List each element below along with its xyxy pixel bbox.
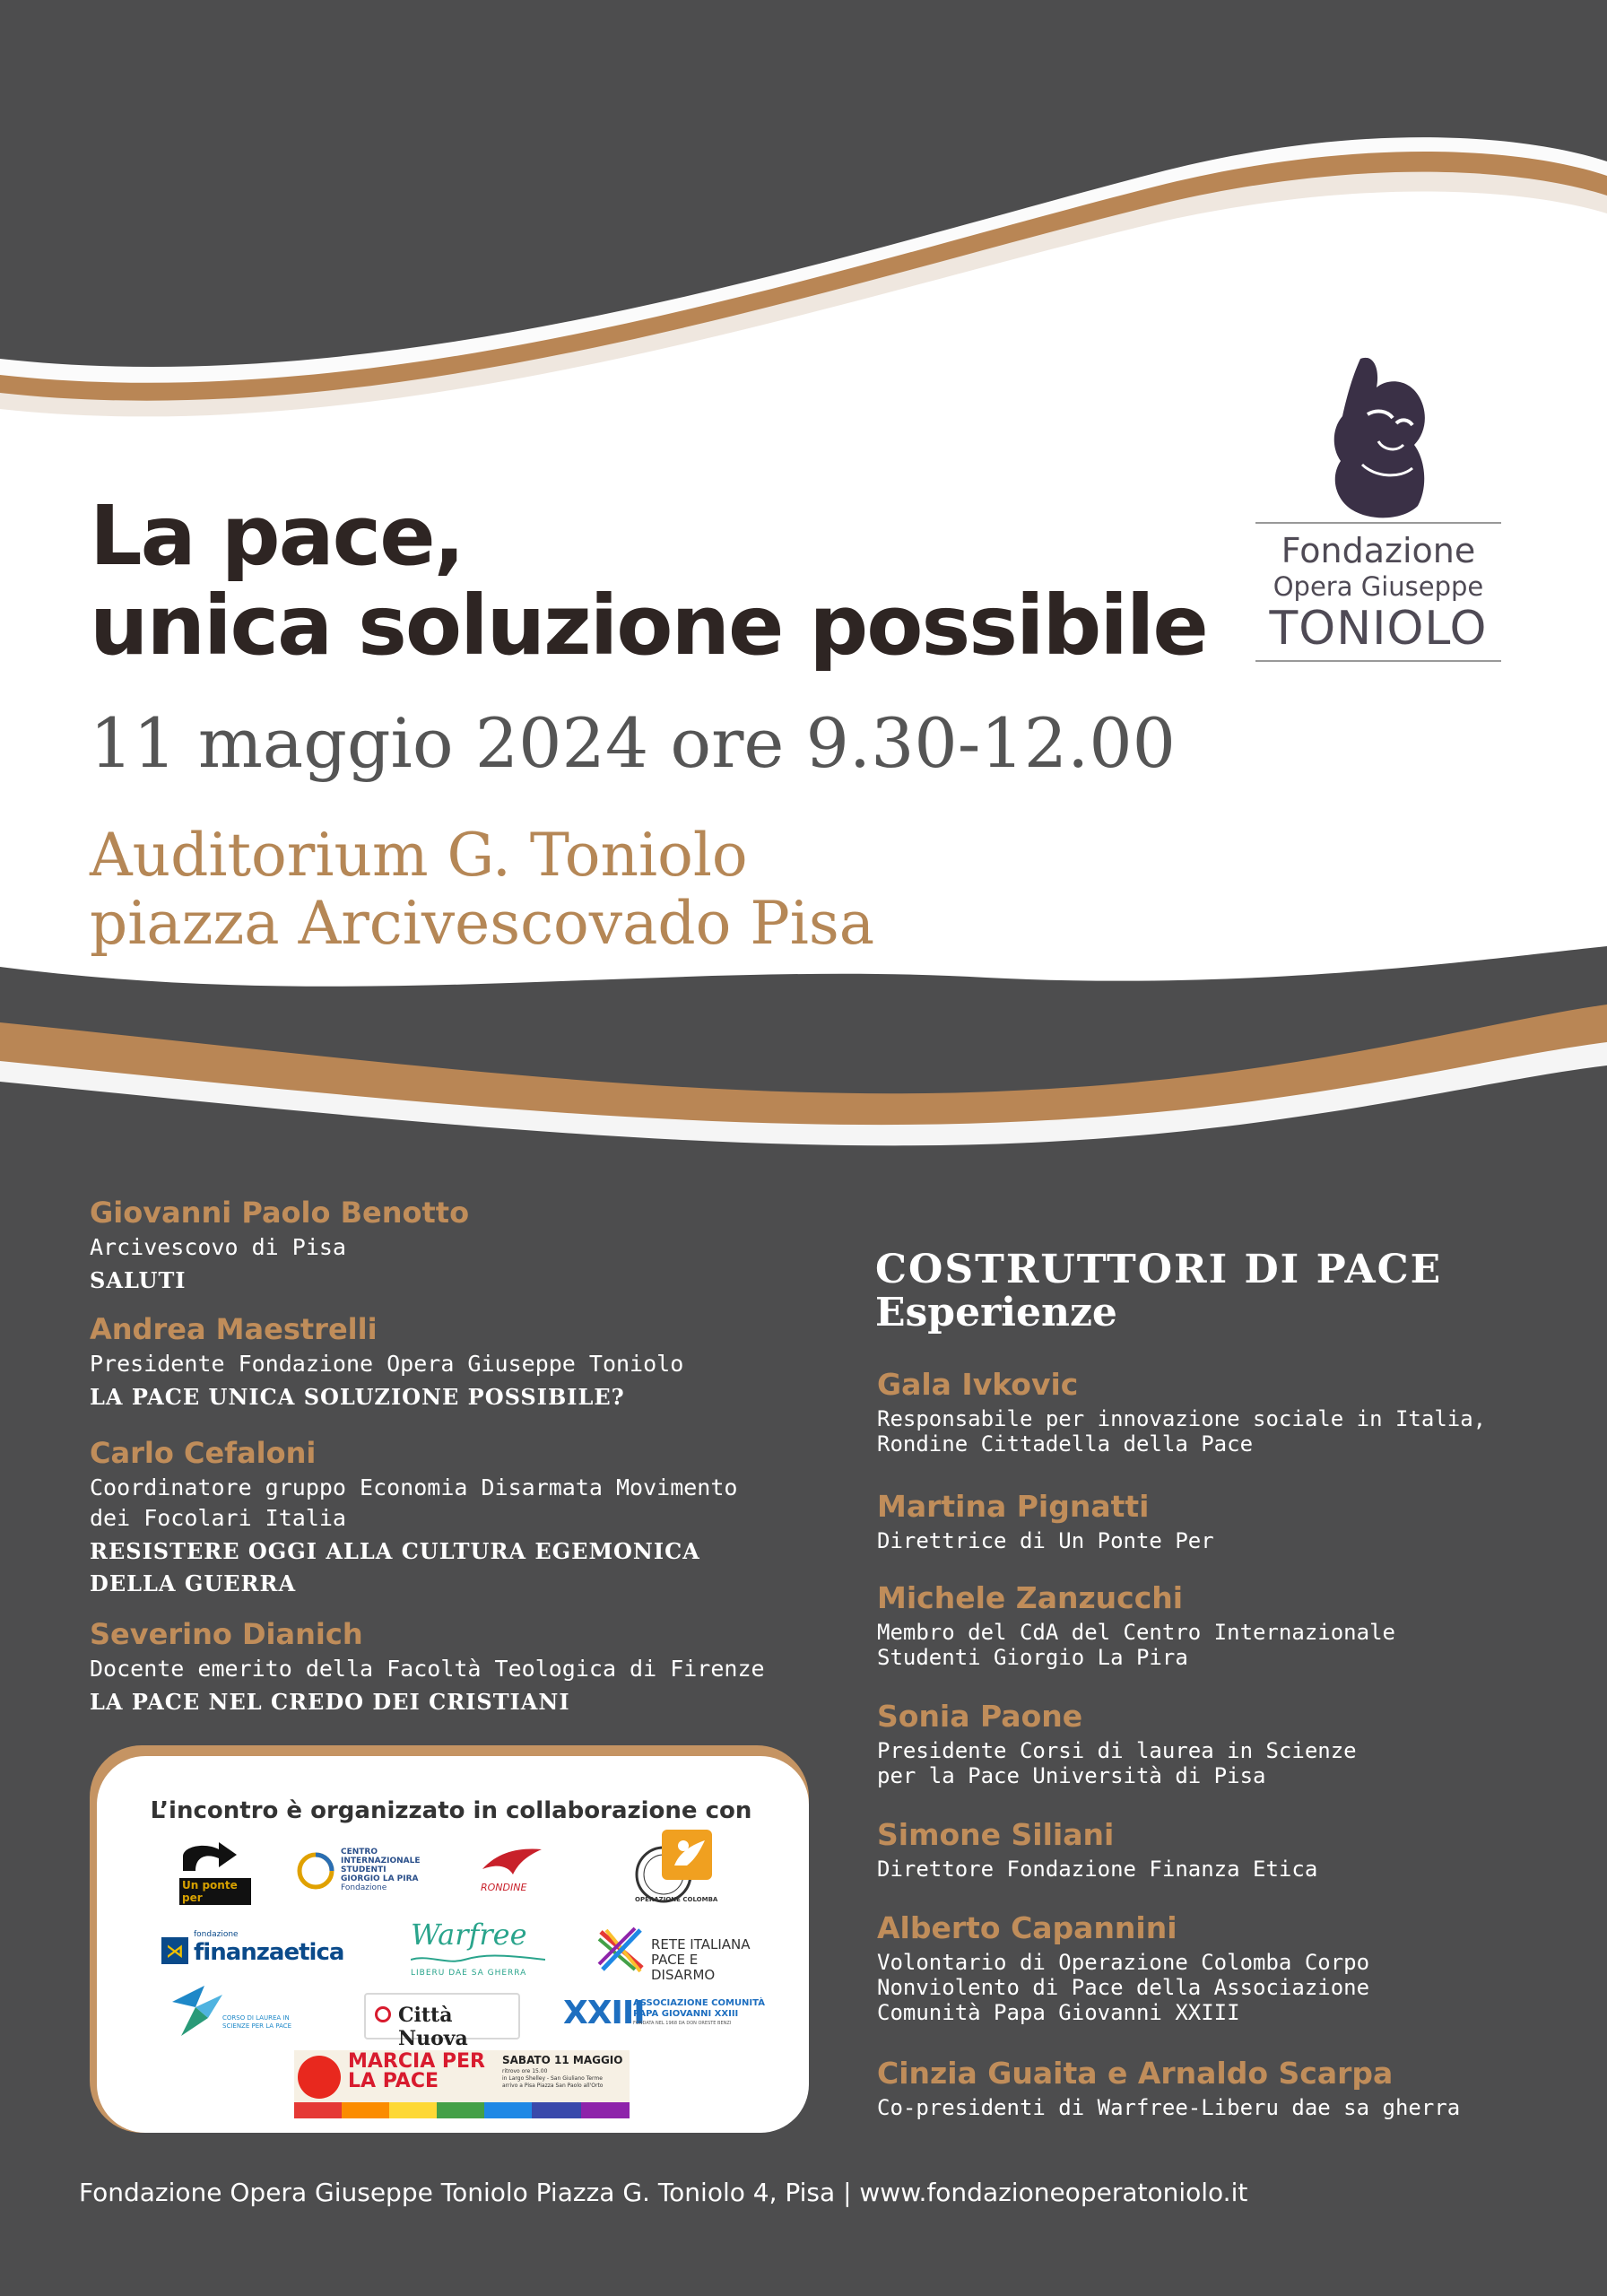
collaboration-title: L’incontro è organizzato in collaborazione con — [150, 1797, 752, 1824]
experience-role-line2: Nonviolento di Pace della Associazione — [877, 1975, 1370, 2000]
apg23-line1: ASSOCIAZIONE COMUNITÀ — [633, 1998, 765, 2008]
speaker-name: Andrea Maestrelli — [90, 1312, 378, 1346]
experience-role-line2: Rondine Cittadella della Pace — [877, 1431, 1254, 1457]
experiences-heading — [875, 1248, 1442, 1335]
origami-dove-icon — [169, 1982, 226, 2039]
cittanuova-ring-icon — [375, 2006, 391, 2022]
event-title-line1: La pace, — [90, 488, 464, 584]
speaker-role-line1: Coordinatore gruppo Economia Disarmata Movimento — [90, 1474, 738, 1500]
toniolo-portrait-icon — [1325, 352, 1432, 522]
rete-line2: PACE E DISARMO — [651, 1952, 716, 1983]
swallow-icon — [481, 1846, 543, 1878]
speaker-maestrelli — [90, 1311, 825, 1413]
speaker-talk: LA PACE UNICA SOLUZIONE POSSIBILE? — [90, 1384, 625, 1410]
logo-line3: TONIOLO — [1269, 602, 1488, 656]
rainbow-cross-icon — [595, 1925, 647, 1975]
unponteper-logo — [179, 1839, 251, 1904]
experience-name: Cinzia Guaita e Arnaldo Scarpa — [877, 2056, 1394, 2091]
speaker-name: Giovanni Paolo Benotto — [90, 1196, 470, 1230]
venue-line2: piazza Arcivescovado Pisa — [90, 889, 875, 958]
experience-name: Simone Siliani — [877, 1817, 1115, 1852]
bridge-icon — [179, 1839, 242, 1874]
wave-icon — [411, 1954, 545, 1965]
finanzaetica-mark-icon: ⋊ — [161, 1937, 188, 1964]
speaker-talk-line1: RESISTERE OGGI ALLA CULTURA EGEMONICA — [90, 1538, 700, 1564]
experience-role-line2: Studenti Giorgio La Pira — [877, 1645, 1188, 1670]
warfree-logo — [411, 1918, 554, 1980]
lapira-line4: GIORGIO LA PIRA — [341, 1874, 419, 1883]
apg23-line3: FONDATA NEL 1968 DA DON ORESTE BENZI — [633, 2021, 732, 2026]
marcia-info-line2: in Largo Shelley - San Giuliano Terme — [502, 2075, 603, 2082]
rete-line1: RETE ITALIANA — [651, 1936, 751, 1952]
apg23-mark: XXIII — [563, 1995, 645, 2031]
experiences-heading-line2: Esperienze — [875, 1290, 1117, 1335]
cittanuova-logo — [364, 1993, 520, 2050]
experiences-heading-line1: COSTRUTTORI DI PACE — [875, 1247, 1443, 1292]
logo-line1: Fondazione — [1281, 531, 1476, 570]
lapira-line3: STUDENTI — [341, 1866, 387, 1874]
speaker-cefaloni — [90, 1435, 825, 1600]
experience-role-line3: Comunità Papa Giovanni XXIII — [877, 2000, 1240, 2025]
unponteper-label: Un ponte per — [179, 1878, 251, 1905]
speaker-role-line2: dei Focolari Italia — [90, 1505, 346, 1531]
apg23-line2: PAPA GIOVANNI XXIII — [633, 2009, 739, 2019]
event-title — [90, 488, 1207, 674]
scienze-line2: SCIENZE PER LA PACE — [222, 2022, 292, 2030]
ring-icon — [296, 1851, 335, 1891]
speaker-role: Docente emerito della Facoltà Teologica di Firenze — [90, 1656, 765, 1682]
rondine-logo — [481, 1846, 570, 1900]
lapira-line1: CENTRO — [341, 1848, 378, 1857]
lapira-line2: INTERNAZIONALE — [341, 1857, 421, 1866]
collaboration-panel — [97, 1756, 809, 2133]
marcia-info-line3: arrivo a Pisa Piazza San Paolo all'Orto — [502, 2083, 604, 2089]
speaker-talk: SALUTI — [90, 1267, 187, 1293]
experience-item — [877, 1367, 1541, 1457]
experience-item — [877, 2056, 1541, 2120]
scienze-line1: CORSO DI LAUREA IN — [222, 2014, 290, 2022]
speaker-role: Arcivescovo di Pisa — [90, 1234, 346, 1260]
speaker-talk: LA PACE NEL CREDO DEI CRISTIANI — [90, 1689, 570, 1715]
experience-role-line1: Co-presidenti di Warfree-Liberu dae sa gherra — [877, 2095, 1461, 2120]
speaker-role: Presidente Fondazione Opera Giuseppe Toniolo — [90, 1351, 684, 1377]
experience-name: Sonia Paone — [877, 1699, 1083, 1734]
cittanuova-label: Città Nuova — [398, 2004, 468, 2050]
experience-item — [877, 1699, 1541, 1788]
speaker-name: Carlo Cefaloni — [90, 1436, 317, 1470]
finanzaetica-label: finanzaetica — [194, 1939, 344, 1966]
logo-line2: Opera Giuseppe — [1273, 571, 1484, 602]
finanzaetica-small: fondazione — [194, 1930, 239, 1939]
experience-role-line1: Responsabile per innovazione sociale in Italia, — [877, 1406, 1487, 1431]
experience-item — [877, 1580, 1541, 1670]
venue-line1: Auditorium G. Toniolo — [90, 821, 748, 890]
scienze-pace-logo — [169, 1982, 312, 2047]
experience-role-line1: Direttrice di Un Ponte Per — [877, 1528, 1214, 1553]
apg23-logo — [563, 1995, 769, 2039]
speaker-talk-line2: DELLA GUERRA — [90, 1570, 297, 1596]
speaker-dianich — [90, 1616, 825, 1718]
experience-role-line1: Membro del CdA del Centro Internazionale — [877, 1620, 1395, 1645]
experience-role-line1: Direttore Fondazione Finanza Etica — [877, 1857, 1318, 1882]
experience-name: Alberto Capannini — [877, 1910, 1177, 1945]
marcia-pace-banner — [294, 2050, 630, 2118]
experience-role-line1: Presidente Corsi di laurea in Scienze — [877, 1738, 1357, 1763]
speaker-name: Severino Dianich — [90, 1617, 363, 1651]
footer-address: Fondazione Opera Giuseppe Toniolo Piazza G. Toniolo 4, Pisa | www.fondazioneoperatoniolo.it — [79, 2178, 1248, 2207]
experience-item — [877, 1489, 1541, 1553]
marcia-line2: LA PACE — [348, 2070, 439, 2092]
experience-item — [877, 1817, 1541, 1882]
event-title-line2: unica soluzione possibile — [90, 578, 1207, 674]
event-venue — [90, 822, 874, 958]
event-date: 11 maggio 2024 ore 9.30-12.00 — [90, 703, 1177, 783]
toniolo-logo — [1248, 352, 1508, 674]
marcia-line1: MARCIA PER — [348, 2050, 485, 2073]
experience-item — [877, 1910, 1541, 2025]
speaker-benotto — [90, 1195, 825, 1297]
experience-role-line2: per la Pace Università di Pisa — [877, 1763, 1266, 1788]
collaboration-box — [90, 1745, 809, 2133]
experience-name: Martina Pignatti — [877, 1489, 1150, 1524]
dove-stamp-icon — [628, 1824, 717, 1907]
marcia-info-line1: ritrovo ore 15.00 — [502, 2068, 548, 2074]
lapira-line5: Fondazione — [341, 1883, 387, 1892]
finanzaetica-logo — [161, 1930, 359, 1970]
colomba-label: OPERAZIONE COLOMBA — [635, 1896, 718, 1903]
warfree-label: Warfree — [411, 1918, 527, 1952]
rete-pace-logo — [595, 1925, 757, 1983]
experience-role-line1: Volontario di Operazione Colomba Corpo — [877, 1950, 1370, 1975]
warfree-sub: LIBERU DAE SA GHERRA — [411, 1969, 527, 1978]
experience-name: Gala Ivkovic — [877, 1367, 1079, 1402]
rondine-label: RONDINE — [481, 1882, 527, 1893]
lapira-logo — [296, 1846, 430, 1900]
experience-name: Michele Zanzucchi — [877, 1580, 1184, 1615]
marcia-date: SABATO 11 MAGGIO — [502, 2054, 623, 2066]
colomba-logo — [628, 1824, 726, 1914]
